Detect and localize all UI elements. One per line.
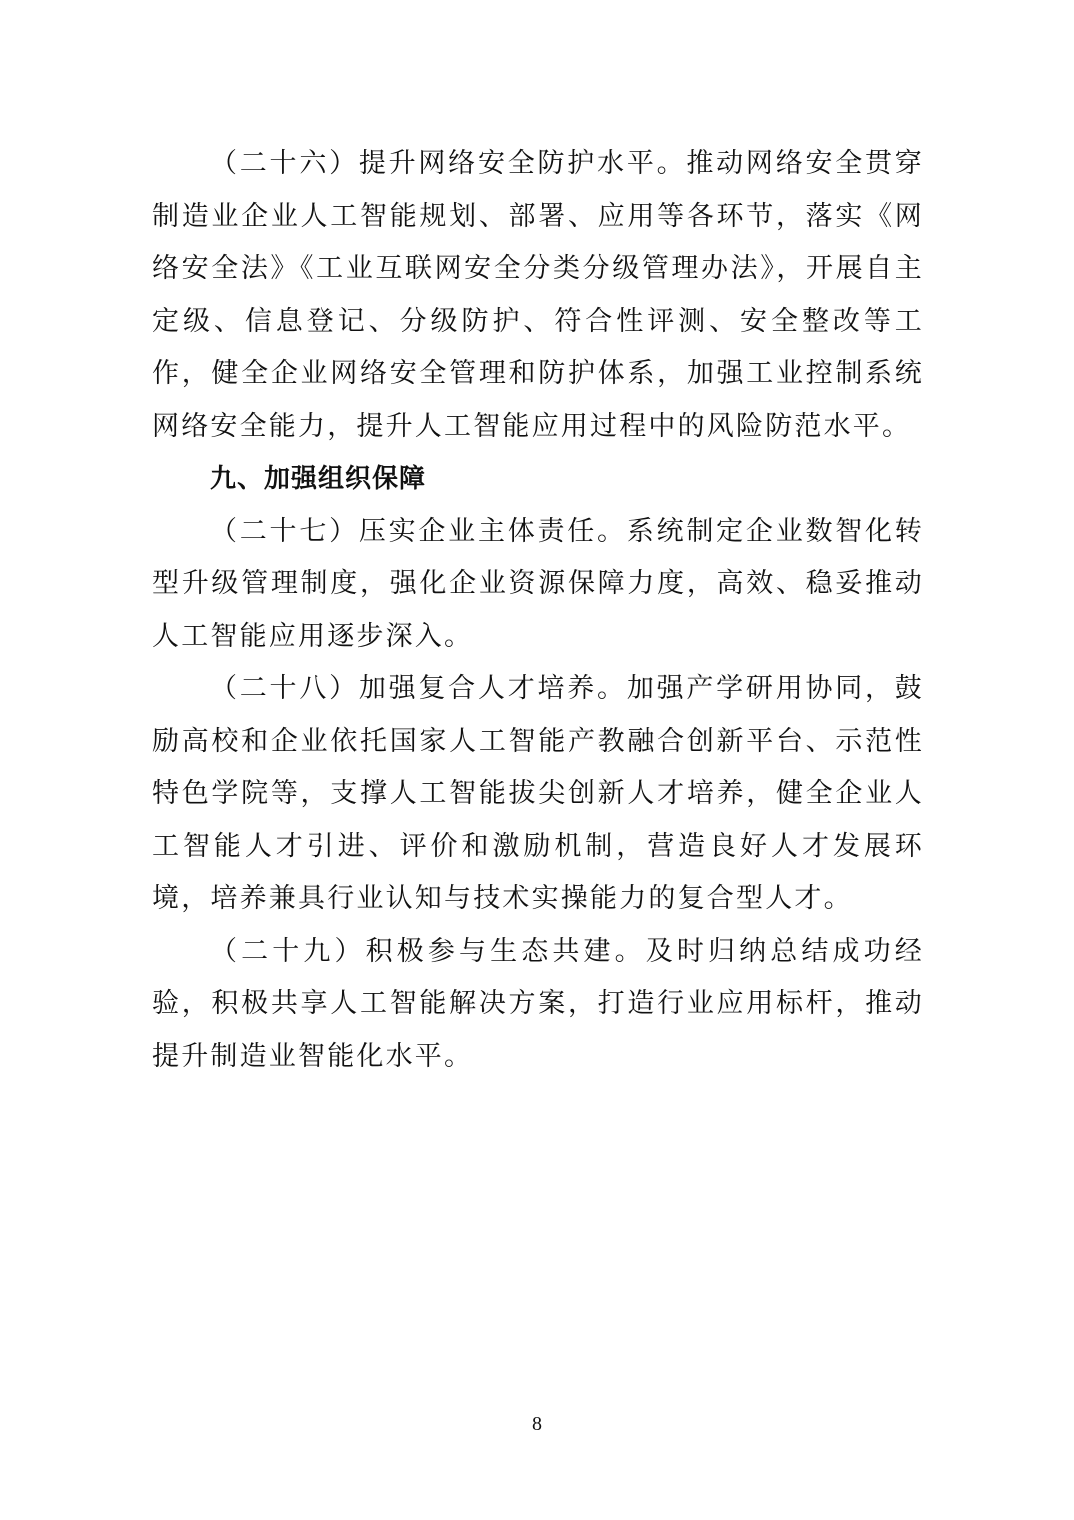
paragraph-27-enterprise-responsibility: （二十七）压实企业主体责任。系统制定企业数智化转型升级管理制度，强化企业资源保障力度，高效、稳妥推动人工智能应用逐步深入。 xyxy=(152,515,924,652)
paragraph-28-talent-cultivation: （二十八）加强复合人才培养。加强产学研用协同，鼓励高校和企业依托国家人工智能产教融合创新平台、示范性特色学院等，支撑人工智能拔尖创新人才培养，健全企业人工智能人才引进、评价和激励机制，营造良好人才发展环境，培养兼具行业认知与技术实操能力的复合型人才。 xyxy=(152,673,924,914)
paragraph-26-network-security: （二十六）提升网络安全防护水平。推动网络安全贯穿制造业企业人工智能规划、部署、应用等各环节，落实《网络安全法》《工业互联网安全分类分级管理办法》，开展自主定级、信息登记、分级防护、符合性评测、安全整改等工作，健全企业网络安全管理和防护体系，加强工业控制系统网络安全能力，提升人工智能应用过程中的风险防范水平。 xyxy=(152,148,924,442)
page-number: 8 xyxy=(532,1413,542,1435)
section-heading-9: 九、加强组织保障 xyxy=(210,464,427,494)
document-body xyxy=(152,138,924,1083)
paragraph-29-ecosystem: （二十九）积极参与生态共建。及时归纳总结成功经验，积极共享人工智能解决方案，打造行业应用标杆，推动提升制造业智能化水平。 xyxy=(152,935,924,1072)
